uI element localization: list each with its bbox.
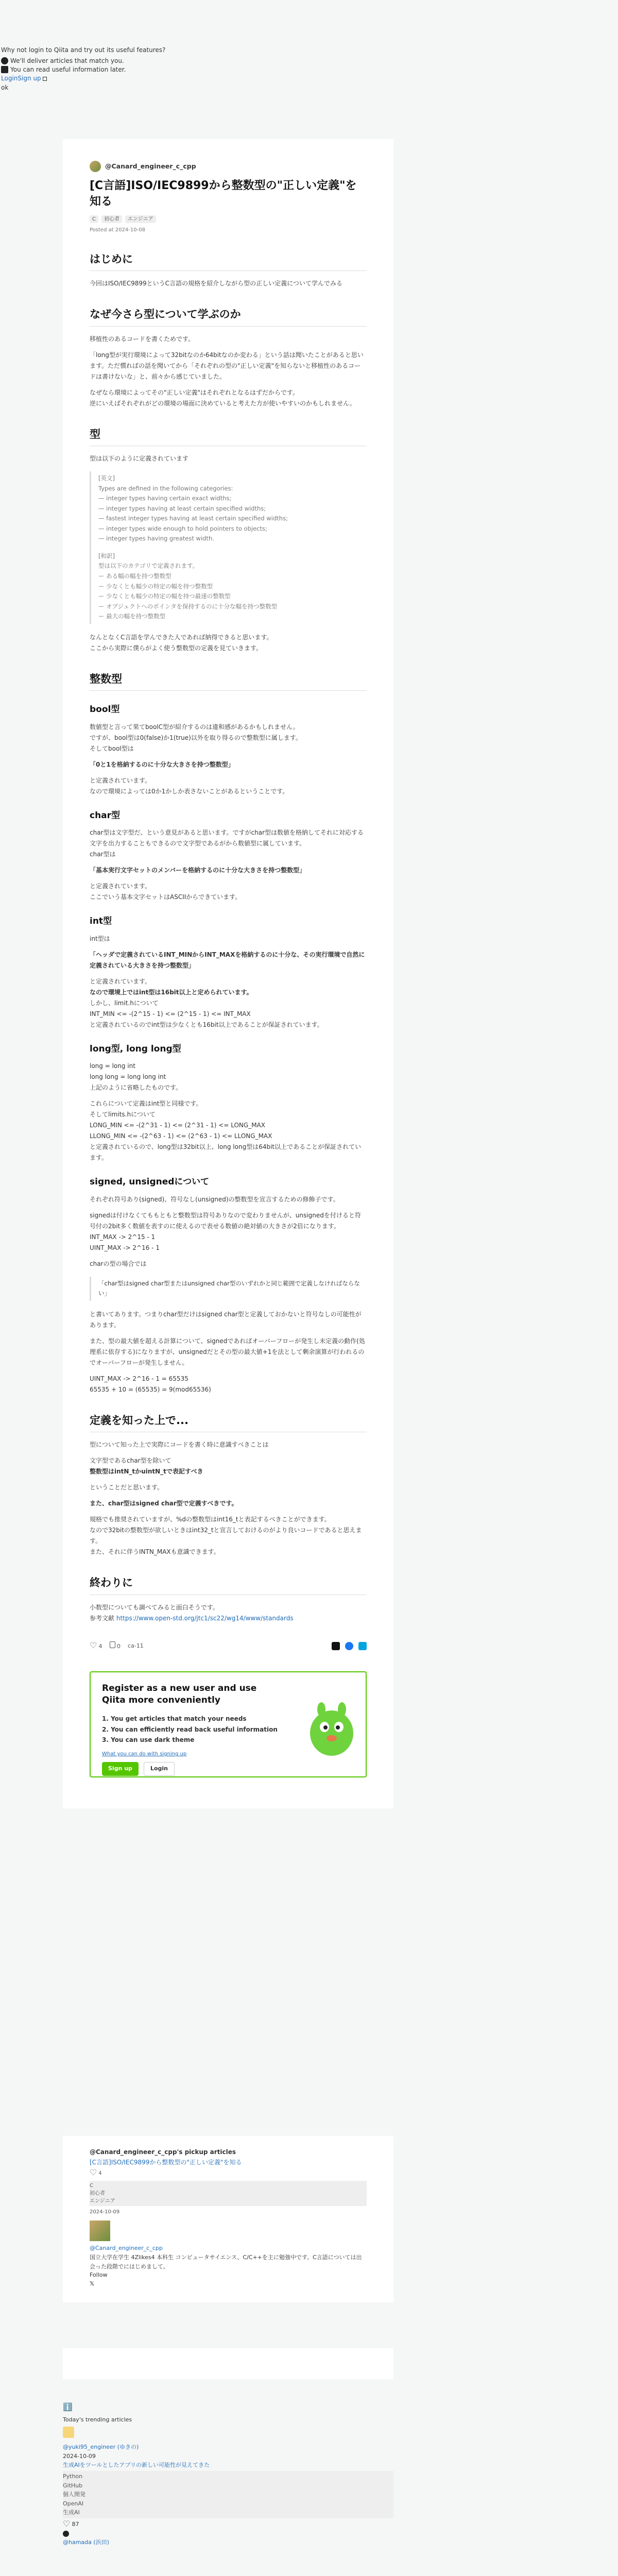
heart-icon [90,2168,97,2175]
tag-list [90,215,367,223]
paragraph: 整数型はintN_tかuintN_tで表記すべき [90,1468,203,1476]
signup-info-link[interactable]: What you can do with signing up [102,1751,187,1757]
avatar[interactable] [90,161,101,172]
paragraph: 型について知った上で実際にコードを書く時に意識すべきことは [90,1441,269,1449]
benefit-item: 2. You can efficiently read back useful information [102,1725,278,1733]
heading-long: long型, long long型 [90,1043,181,1054]
trending-date: 2024-10-09 [63,2452,96,2460]
trending-user-link-2[interactable]: @hamada (浜田) [63,2539,109,2546]
tag[interactable]: C [90,215,98,223]
avatar[interactable] [90,2221,110,2241]
paragraph: と定義されています。 [90,776,151,784]
heading-char: char型 [90,810,121,821]
trending-heading: Today's trending articles [63,2416,132,2423]
paragraph: 移植性のあるコードを書くためです。 [90,335,195,343]
register-buttons [102,1762,354,1776]
paragraph: また、それに伴うINTN_MAXも意識できます。 [90,1548,220,1556]
heart-icon [1,57,8,64]
avatar[interactable] [63,2531,69,2537]
trending-thumbnail-icon [63,2427,74,2438]
heading-int: int型 [90,916,112,927]
tag[interactable]: 個人開発 [63,2491,85,2498]
pickup-date: 2024-10-09 [90,2209,120,2215]
heading-after: 定義を知った上で... [90,1413,367,1433]
paragraph: 「long型が実行環境によって32bitなのか64bitなのか変わる」という話は聞いたことがあると思います。ただ慣ればの話を聞いてから「それぞれの型の"正しい定義"を知らないと移植性のあるコードは書けないな」と、前々から感じていました。 [90,351,364,380]
follow-button[interactable]: Follow [90,2272,108,2279]
paragraph: charの型の場合では [90,1260,147,1267]
pickup-tags [90,2181,367,2206]
posted-date: Posted at 2024-10-08 [90,227,145,233]
paragraph: 上記のように省略したものです。 [90,1084,182,1092]
like-button[interactable]: ♡ 4 [90,1641,102,1651]
hatena-share-icon[interactable] [358,1642,367,1650]
quote-line: — integer types wide enough to hold pointers to objects; [98,524,267,532]
pickup-article-link[interactable]: [C言語]ISO/IEC9899から整数型の"正しい定義"を知る [90,2159,242,2166]
paragraph: なぜなら環境によってその"正しい定義"はそれぞれとなるはずだからです。 [90,388,299,396]
trending-user-link[interactable]: @yuki95_engineer (ゆきの) [63,2444,139,2451]
pickup-heading: @Canard_engineer_c_cpp's pickup articles [90,2148,236,2156]
paragraph: signedは付けなくてももともと整数型は符号ありなので変わりませんが、unsignedを付けると符号付の2bit多く数値を表すのに使えるので表せる数値の絶対値の大きさが2倍になります。 [90,1211,361,1230]
notice-close[interactable]: ok [1,84,9,91]
tag[interactable]: Python [63,2472,83,2480]
quote-line: 型は以下のカテゴリで定義されます。 [98,562,199,570]
quote-line: [和訳] [98,552,115,560]
quote-line: 「char型はsigned char型またはunsigned char型のいずれかと同じ範囲で定義しなければならない」 [98,1279,360,1297]
close-icon[interactable] [43,77,47,81]
paragraph: と書いてあります。つまりchar型だけはsigned char型と定義しておかないと符号なしの可能性があります。 [90,1310,362,1329]
paragraph: long = long int [90,1062,135,1070]
tag[interactable]: C [90,2182,93,2189]
quote-line: ー 少なくとも幅少の特定の幅を持つ最速の整数型 [98,592,231,600]
signup-button[interactable]: Sign up [102,1762,139,1776]
trending-section [63,2401,393,2547]
paragraph: 今回はISO/IEC9899というC言語の規格を紹介しながら型の正しい定義について学んでみる [90,280,342,287]
article-actions [90,1641,367,1651]
page-title: [C言語]ISO/IEC9899から整数型の"正しい定義"を知る [90,179,357,208]
paragraph: UINT_MAX -> 2^16 - 1 = 65535 [90,1375,188,1382]
paragraph: 小数型についても調べてみると面白そうです。 [90,1603,219,1611]
paragraph: また、型の最大値を超える計算について、signedであればオーバーフローが発生し未定義の動作(処理系に依存する)になりますが、unsignedだとその型の最大値+1を法として剰余演算が行われるのでオーバーフローが発生しません。 [90,1337,365,1366]
blockquote-english [90,471,367,624]
signup-link[interactable]: Sign up [18,75,41,82]
paragraph: と定義されているので、long型は32bit以上、long long型は64bit以上であることが保証されています。 [90,1143,362,1162]
login-links [1,74,618,83]
heading-integer: 整数型 [90,671,367,691]
login-link[interactable]: Login [1,75,18,82]
paragraph: char型は文字型だ、という意見があると思います。ですがchar型は数値を格納してそれに対応する文字を出力することもできるので文字型であるがから数値型に属しています。 [90,829,364,848]
tag[interactable]: 生成AI [63,2509,80,2516]
x-icon[interactable]: 𝕏 [90,2280,94,2287]
qiitan-mascot-icon [306,1701,357,1758]
paragraph: 数値型と言って果てboolC型が紹介するのは違和感があるかもしれません。 [90,723,299,731]
paragraph: 型は以下のように定義されています [90,455,189,463]
paragraph: UINT_MAX -> 2^16 - 1 [90,1244,160,1251]
quote-line: ー オブジェクトへのポインタを保持するのに十分な幅を持つ整数型 [98,602,278,610]
tag[interactable]: GitHub [63,2482,83,2489]
reference-link[interactable]: https://www.open-std.org/jtc1/sc22/wg14/www/standards [116,1614,294,1622]
paragraph: int型は [90,935,110,942]
tag[interactable]: 初心者 [90,2190,105,2196]
paragraph: LONG_MIN <= -(2^31 - 1) <= (2^31 - 1) <= LONG_MAX [90,1122,265,1129]
paragraph: と定義されています。 [90,977,151,985]
paragraph: ここから実際に僕らがよく使う整数型の定義を見ていきます。 [90,644,263,652]
paragraph: これらについて定義はint型と同様です。 [90,1100,202,1108]
blank-card [63,2348,393,2379]
trending-tags [63,2471,393,2518]
trending-article-link[interactable]: 生成AIをツールとしたアプリの新しい可能性が見えてきた [63,2462,210,2469]
paragraph: なので32bitの整数型が欲しいときはint32_tと宣言しておけるのがより良いコードであると思えます。 [90,1527,362,1545]
paragraph: なんとなくC言語を学んできた人であれば納得できると思います。 [90,633,273,641]
heart-icon [63,2519,70,2526]
quote-line: Types are defined in the following categories: [98,484,233,492]
heading-why: なぜ今さら型について学ぶのか [90,307,367,327]
stock-icon [110,1641,115,1648]
x-share-icon[interactable] [332,1642,340,1650]
paragraph: 「基本実行文字セットのメンバーを格納するのに十分な大きさを持つ整数型」 [90,867,306,874]
paragraph: 規格でも推奨されていますが、%dの整数型はint16_tと表記するべきことができます。 [90,1516,331,1523]
tag[interactable]: エンジニア [125,215,156,223]
login-notice-heading: Why not login to Qiita and try out its useful features? [1,46,166,54]
quote-line: — integer types having greatest width. [98,535,214,543]
quote-line: — integer types having certain exact widths; [98,495,232,502]
heading-intro: はじめに [90,251,367,272]
tag[interactable]: 初心者 [101,215,122,223]
info-icon: ℹ️ [63,2402,73,2412]
benefit-item: 3. You can use dark theme [102,1736,195,1743]
quote-line: ー 最大の幅を持つ整数型 [98,613,166,620]
paragraph: 「ヘッダで定義されているINT_MINからINT_MAXを格納するのに十分な、その実行環境で自然に定義されている大きさを持つ整数型」 [90,951,365,969]
login-button[interactable]: Login [144,1762,175,1776]
register-box [90,1671,367,1777]
reference-paragraph [90,1613,367,1624]
paragraph: と定義されています。 [90,883,151,890]
login-notice [0,0,618,92]
author-row[interactable] [90,161,367,172]
paragraph: 文字型であるchar型を除いて [90,1457,171,1465]
heading-signed: signed, unsignedについて [90,1177,210,1188]
paragraph: long long = long long int [90,1073,166,1081]
article-card [63,139,393,1808]
pickup-card [63,2136,393,2302]
paragraph: LLONG_MIN <= -(2^63 - 1) <= (2^63 - 1) <= LLONG_MAX [90,1132,272,1140]
heart-icon [90,1641,97,1648]
share-buttons [332,1642,367,1650]
paragraph: ですが、bool型は0(false)か1(true)以外を取り得るので整数型に属します。 [90,734,302,741]
paragraph: そしてlimits.hについて [90,1111,156,1118]
stock-button[interactable]: 0 [110,1641,121,1651]
paragraph: ここでいう基本文字セットはASCIIからできています。 [90,893,242,901]
comments-link[interactable]: ca-11 [128,1642,144,1649]
paragraph: と定義されているのでint型は少なくとも16bit以上であることが保証されています。 [90,1021,323,1028]
quote-line: — fastest integer types having at least certain specified widths; [98,515,288,522]
heading-end: 終わりに [90,1575,367,1595]
quote-line: [英文] [98,474,115,482]
reference-label: 参考文献 [90,1614,115,1622]
paragraph: なので環境によっては0か1かしか表さないことがあるということです。 [90,787,289,795]
paragraph: char型は [90,851,116,858]
pickup-likes: ♡ 4 [90,2168,367,2178]
benefit-item: 1. You get articles that match your needs [102,1715,247,1723]
heading-bool: bool型 [90,704,120,715]
trending-likes: ♡ 87 [63,2519,393,2529]
bookmark-icon [1,66,8,73]
notice-item-1: We'll deliver articles that match you. [1,56,618,65]
paragraph: INT_MIN <= -(2^15 - 1) <= (2^15 - 1) <= INT_MAX [90,1010,251,1018]
paragraph: INT_MAX -> 2^15 - 1 [90,1233,156,1241]
heading-types: 型 [90,427,367,447]
register-title: Register as a new user and use Qiita more conveniently [102,1683,257,1706]
quote-line: ー 少なくとも幅少の特定の幅を持つ整数型 [98,582,213,590]
pickup-user-link[interactable]: @Canard_engineer_c_cpp [90,2244,163,2251]
paragraph: 「0と1を格納するのに十分な大きさを持つ整数型」 [90,760,234,768]
paragraph: 65535 + 10 = (65535) = 9(mod65536) [90,1385,211,1393]
blockquote-char [90,1277,367,1301]
pickup-bio: 国立大学在学生 4Zlikes4 本科生 コンピュータサイエンス、C/C++を主に勉強中です。C言語については出会った段階でにはじめまして。 [90,2254,362,2270]
paragraph: なので環境上ではint型は16bit以上と定められています。 [90,988,253,996]
notice-item-2: You can read useful information later. [1,65,618,74]
author-name[interactable]: @Canard_engineer_c_cpp [105,162,196,170]
quote-line: ー ある幅の幅を持つ整数型 [98,572,171,580]
tag[interactable]: エンジニア [90,2198,115,2204]
tag[interactable]: OpenAI [63,2500,84,2507]
paragraph: それぞれ符号あり(signed)、符号なし(unsigned)の整数型を宣言するための修飾子です。 [90,1195,339,1203]
paragraph: しかし、limit.hについて [90,999,159,1007]
quote-line: — integer types having at least certain specified widths; [98,504,266,512]
paragraph: 逆にいえばそれぞれがどの環境の場面に決めていると考えた方が使いやすいのかもしれません。 [90,399,356,407]
paragraph: そしてbool型は [90,744,134,752]
facebook-share-icon[interactable] [345,1642,353,1650]
paragraph: ということだと思います。 [90,1484,164,1492]
paragraph: また、char型はsigned char型で定義すべきです。 [90,1500,238,1507]
